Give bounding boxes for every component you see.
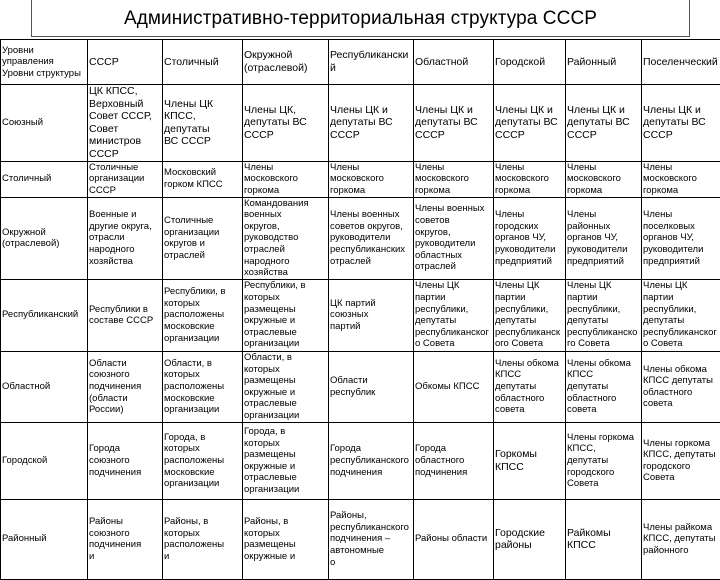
table-cell: Обкомы КПСС — [414, 351, 494, 422]
table-cell: Члены ЦК и депутаты ВС СССР — [566, 85, 642, 162]
table-cell: Области союзного подчинения (области России) — [88, 351, 163, 422]
table-cell: Города, в которых размещены окружные и отраслевые организации — [243, 422, 329, 499]
row-header-city: Городской — [1, 422, 88, 499]
table-cell: Члены ЦК партии республики, депутаты республиканского Совета — [494, 279, 566, 351]
column-header-raion: Районный — [566, 40, 642, 85]
table-cell: Военные и другие округа, отрасли народного хозяйства — [88, 197, 163, 279]
table-cell: ЦК партий союзных партий — [329, 279, 414, 351]
table-cell: Члены ЦК, депутаты ВС СССР — [243, 85, 329, 162]
row-header-republic: Республиканский — [1, 279, 88, 351]
table-cell: Районы союзного подчинения и — [88, 499, 163, 579]
table-header-row — [1, 40, 720, 85]
table-cell: Города союзного подчинения — [88, 422, 163, 499]
table-cell: Республики, в которых расположены московские организации — [163, 279, 243, 351]
table-cell: Области республик — [329, 351, 414, 422]
table-cell: Области, в которых размещены окружные и отраслевые организации — [243, 351, 329, 422]
table-cell: Члены обкома КПСС депутаты областного совета — [566, 351, 642, 422]
table-cell: Командования военных округов, руководство отраслей народного хозяйства — [243, 197, 329, 279]
table-cell: Члены ЦК и депутаты ВС СССР — [494, 85, 566, 162]
table-cell: Столичные организации округов и отраслей — [163, 197, 243, 279]
column-header-ussr: СССР — [88, 40, 163, 85]
table-row-union — [1, 85, 720, 162]
table-cell: Районы, в которых расположены и — [163, 499, 243, 579]
table-cell: ЦК КПСС, Верховный Совет СССР, Совет министров СССР — [88, 85, 163, 162]
table-cell: Города республиканского подчинения — [329, 422, 414, 499]
table-cell: Районы, республиканского подчинения – автономные о — [329, 499, 414, 579]
table-cell: Члены райкома КПСС, депутаты районного — [642, 499, 720, 579]
table-cell: Области, в которых расположены московские организации — [163, 351, 243, 422]
table-cell: Члены московского горкома — [566, 161, 642, 197]
column-header-republic: Республиканский — [329, 40, 414, 85]
table-cell: Члены городских органов ЧУ, руководители предприятий — [494, 197, 566, 279]
table-cell: Члены ЦК партии республики, депутаты республиканского Совета — [414, 279, 494, 351]
table-cell: Райкомы КПСС — [566, 499, 642, 579]
table-cell: Московский горком КПСС — [163, 161, 243, 197]
table-cell: Города, в которых расположены московские организации — [163, 422, 243, 499]
table-cell: Члены московского горкома — [243, 161, 329, 197]
table-cell: Члены горкома КПСС, депутаты городского Совета — [566, 422, 642, 499]
column-header-capital: Столичный — [163, 40, 243, 85]
row-header-oblast: Областной — [1, 351, 88, 422]
table-cell: Районы области — [414, 499, 494, 579]
table-cell: Города областного подчинения — [414, 422, 494, 499]
corner-header-cell: Уровни управления Уровни структуры — [1, 40, 88, 85]
table-cell: Члены московского горкома — [414, 161, 494, 197]
table-cell: Районы, в которых размещены окружные и — [243, 499, 329, 579]
row-header-raion: Районный — [1, 499, 88, 579]
row-header-capital: Столичный — [1, 161, 88, 197]
column-header-district: Окружной (отраслевой) — [243, 40, 329, 85]
table-cell: Члены обкома КПСС депутаты областного совета — [494, 351, 566, 422]
table-cell: Столичные организации СССР — [88, 161, 163, 197]
table-cell: Члены военных советов округов, руководители республиканских отраслей — [329, 197, 414, 279]
table-cell: Члены ЦК и депутаты ВС СССР — [642, 85, 720, 162]
row-header-union: Союзный — [1, 85, 88, 162]
document-title: Административно-территориальная структура СССР — [31, 0, 690, 37]
table-cell: Члены военных советов округов, руководители областных отраслей — [414, 197, 494, 279]
table-cell: Горкомы КПСС — [494, 422, 566, 499]
table-row-raion — [1, 499, 720, 579]
table-row-republic — [1, 279, 720, 351]
table-cell: Республики, в которых размещены окружные и отраслевые организации — [243, 279, 329, 351]
table-row-district — [1, 197, 720, 279]
table-cell: Члены ЦК и депутаты ВС СССР — [414, 85, 494, 162]
table-row-capital — [1, 161, 720, 197]
table-cell: Члены ЦК и депутаты ВС СССР — [329, 85, 414, 162]
row-header-district: Окружной (отраслевой) — [1, 197, 88, 279]
table-row-city — [1, 422, 720, 499]
table-cell: Члены ЦК партии республики, депутаты республиканского Совета — [566, 279, 642, 351]
table-cell: Члены ЦК партии республики, депутаты республиканского Совета — [642, 279, 720, 351]
table-cell: Члены московского горкома — [642, 161, 720, 197]
table-cell: Республики в составе СССР — [88, 279, 163, 351]
structure-table — [0, 39, 720, 580]
table-cell: Члены поселковых органов ЧУ, руководители предприятий — [642, 197, 720, 279]
column-header-city: Городской — [494, 40, 566, 85]
table-cell: Члены московского горкома — [494, 161, 566, 197]
table-cell: Члены районных органов ЧУ, руководители предприятий — [566, 197, 642, 279]
table-row-oblast — [1, 351, 720, 422]
column-header-oblast: Областной — [414, 40, 494, 85]
table-cell: Городские районы — [494, 499, 566, 579]
table-cell: Члены горкома КПСС, депутаты городского Совета — [642, 422, 720, 499]
table-cell: Члены ЦК КПСС, депутаты ВС СССР — [163, 85, 243, 162]
column-header-settlement: Поселенческий — [642, 40, 720, 85]
table-cell: Члены московского горкома — [329, 161, 414, 197]
table-cell: Члены обкома КПСС депутаты областного совета — [642, 351, 720, 422]
